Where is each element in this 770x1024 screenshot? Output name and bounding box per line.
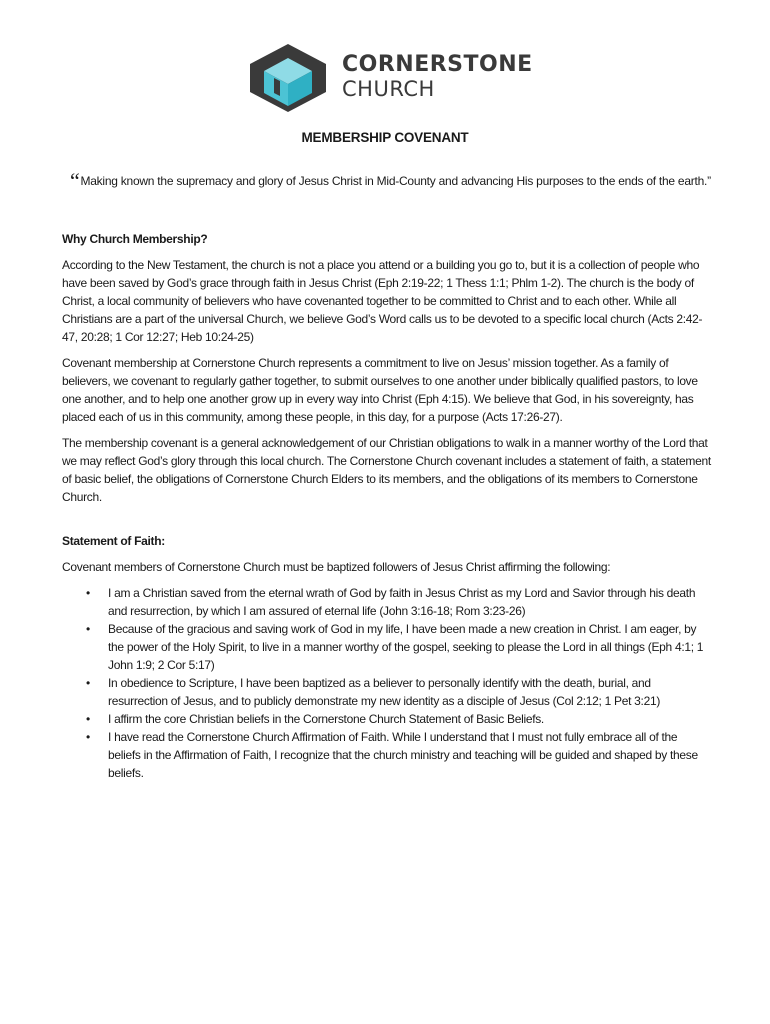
- list-item: [62, 674, 712, 710]
- bullet-icon: •: [86, 712, 90, 726]
- list-item-text: I have read the Cornerstone Church Affirmation of Faith. While I understand that I must not fully embrace all of the beliefs in the Affirmation of Faith, I recognize that the church ministry and teaching will be guided and shaped by these beliefs.: [108, 730, 698, 780]
- list-item: [62, 584, 712, 620]
- document-body: [62, 230, 712, 782]
- list-item-text: I affirm the core Christian beliefs in the Cornerstone Church Statement of Basic Beliefs.: [108, 712, 544, 726]
- logo-brand-line1: CORNERSTONE: [342, 52, 533, 77]
- motto: [70, 168, 720, 194]
- list-item: [62, 728, 712, 782]
- section-heading-why: Why Church Membership?: [62, 232, 208, 246]
- logo-brand-line2: CHURCH: [342, 77, 435, 101]
- list-item-text: In obedience to Scripture, I have been baptized as a believer to personally identify with the death, burial, and resurrection of Jesus, and to publicly demonstrate my new identity as a disciple of Jesus (Col 2:12; 1 Pet 3:21): [108, 676, 661, 708]
- bullet-icon: •: [86, 676, 90, 690]
- list-item: [62, 620, 712, 674]
- bullet-icon: •: [86, 622, 90, 636]
- document-title: MEMBERSHIP COVENANT: [301, 130, 469, 145]
- paragraph-why-1: According to the New Testament, the church is not a place you attend or a building you go to, but it is a collection of people who have been saved by God’s grace through faith in Jesus Christ (Eph 2:19-22; 1 Thess 1:1; Phlm 1-2). The church is the body of Christ, a local community of believers who have covenanted together to be committed to Christ and to each other. While all Christians are a part of the universal Church, we believe God’s Word calls us to be devoted to a specific local church (Acts 2:42-47, 20:28; 1 Cor 12:27; Heb 10:24-25): [62, 258, 703, 344]
- church-logo: [250, 44, 540, 112]
- paragraph-why-2: Covenant membership at Cornerstone Church represents a commitment to live on Jesus’ mission together. As a family of believers, we covenant to regularly gather together, to submit ourselves to one another under biblically qualified pastors, to love one another, and to help one another grow up in every way into Christ (Eph 4:15). We believe that God, in his sovereignty, has placed each of us in this community, among these people, in this day, for a purpose (Acts 17:26-27).: [62, 356, 698, 424]
- paragraph-faith-intro: Covenant members of Cornerstone Church must be baptized followers of Jesus Christ affirming the following:: [62, 560, 611, 574]
- paragraph-why-3: The membership covenant is a general acknowledgement of our Christian obligations to walk in a manner worthy of the Lord that we may reflect God’s glory through this local church. The Cornerstone Church covenant includes a statement of faith, a statement of basic belief, the obligations of Cornerstone Church Elders to its members, and the obligations of its members to Cornerstone Church.: [62, 436, 711, 504]
- motto-text: Making known the supremacy and glory of Jesus Christ in Mid-County and advancing His purposes to the ends of the earth.”: [80, 174, 711, 188]
- list-item: [62, 710, 712, 728]
- faith-bullet-list: [62, 584, 712, 782]
- hexagon-cube-icon: [250, 44, 330, 112]
- open-quote-mark: “: [70, 168, 80, 193]
- list-item-text: I am a Christian saved from the eternal wrath of God by faith in Jesus Christ as my Lord and Savior through his death and resurrection, by which I am assured of eternal life (John 3:16-18; Rom 3:23-26): [108, 586, 696, 618]
- list-item-text: Because of the gracious and saving work of God in my life, I have been made a new creation in Christ. I am eager, by the power of the Holy Spirit, to live in a manner worthy of the gospel, seeking to please the Lord in all things (Eph 4:1; 1 John 1:9; 2 Cor 5:17): [108, 622, 704, 672]
- bullet-icon: •: [86, 730, 90, 744]
- section-heading-faith: Statement of Faith:: [62, 534, 165, 548]
- bullet-icon: •: [86, 586, 90, 600]
